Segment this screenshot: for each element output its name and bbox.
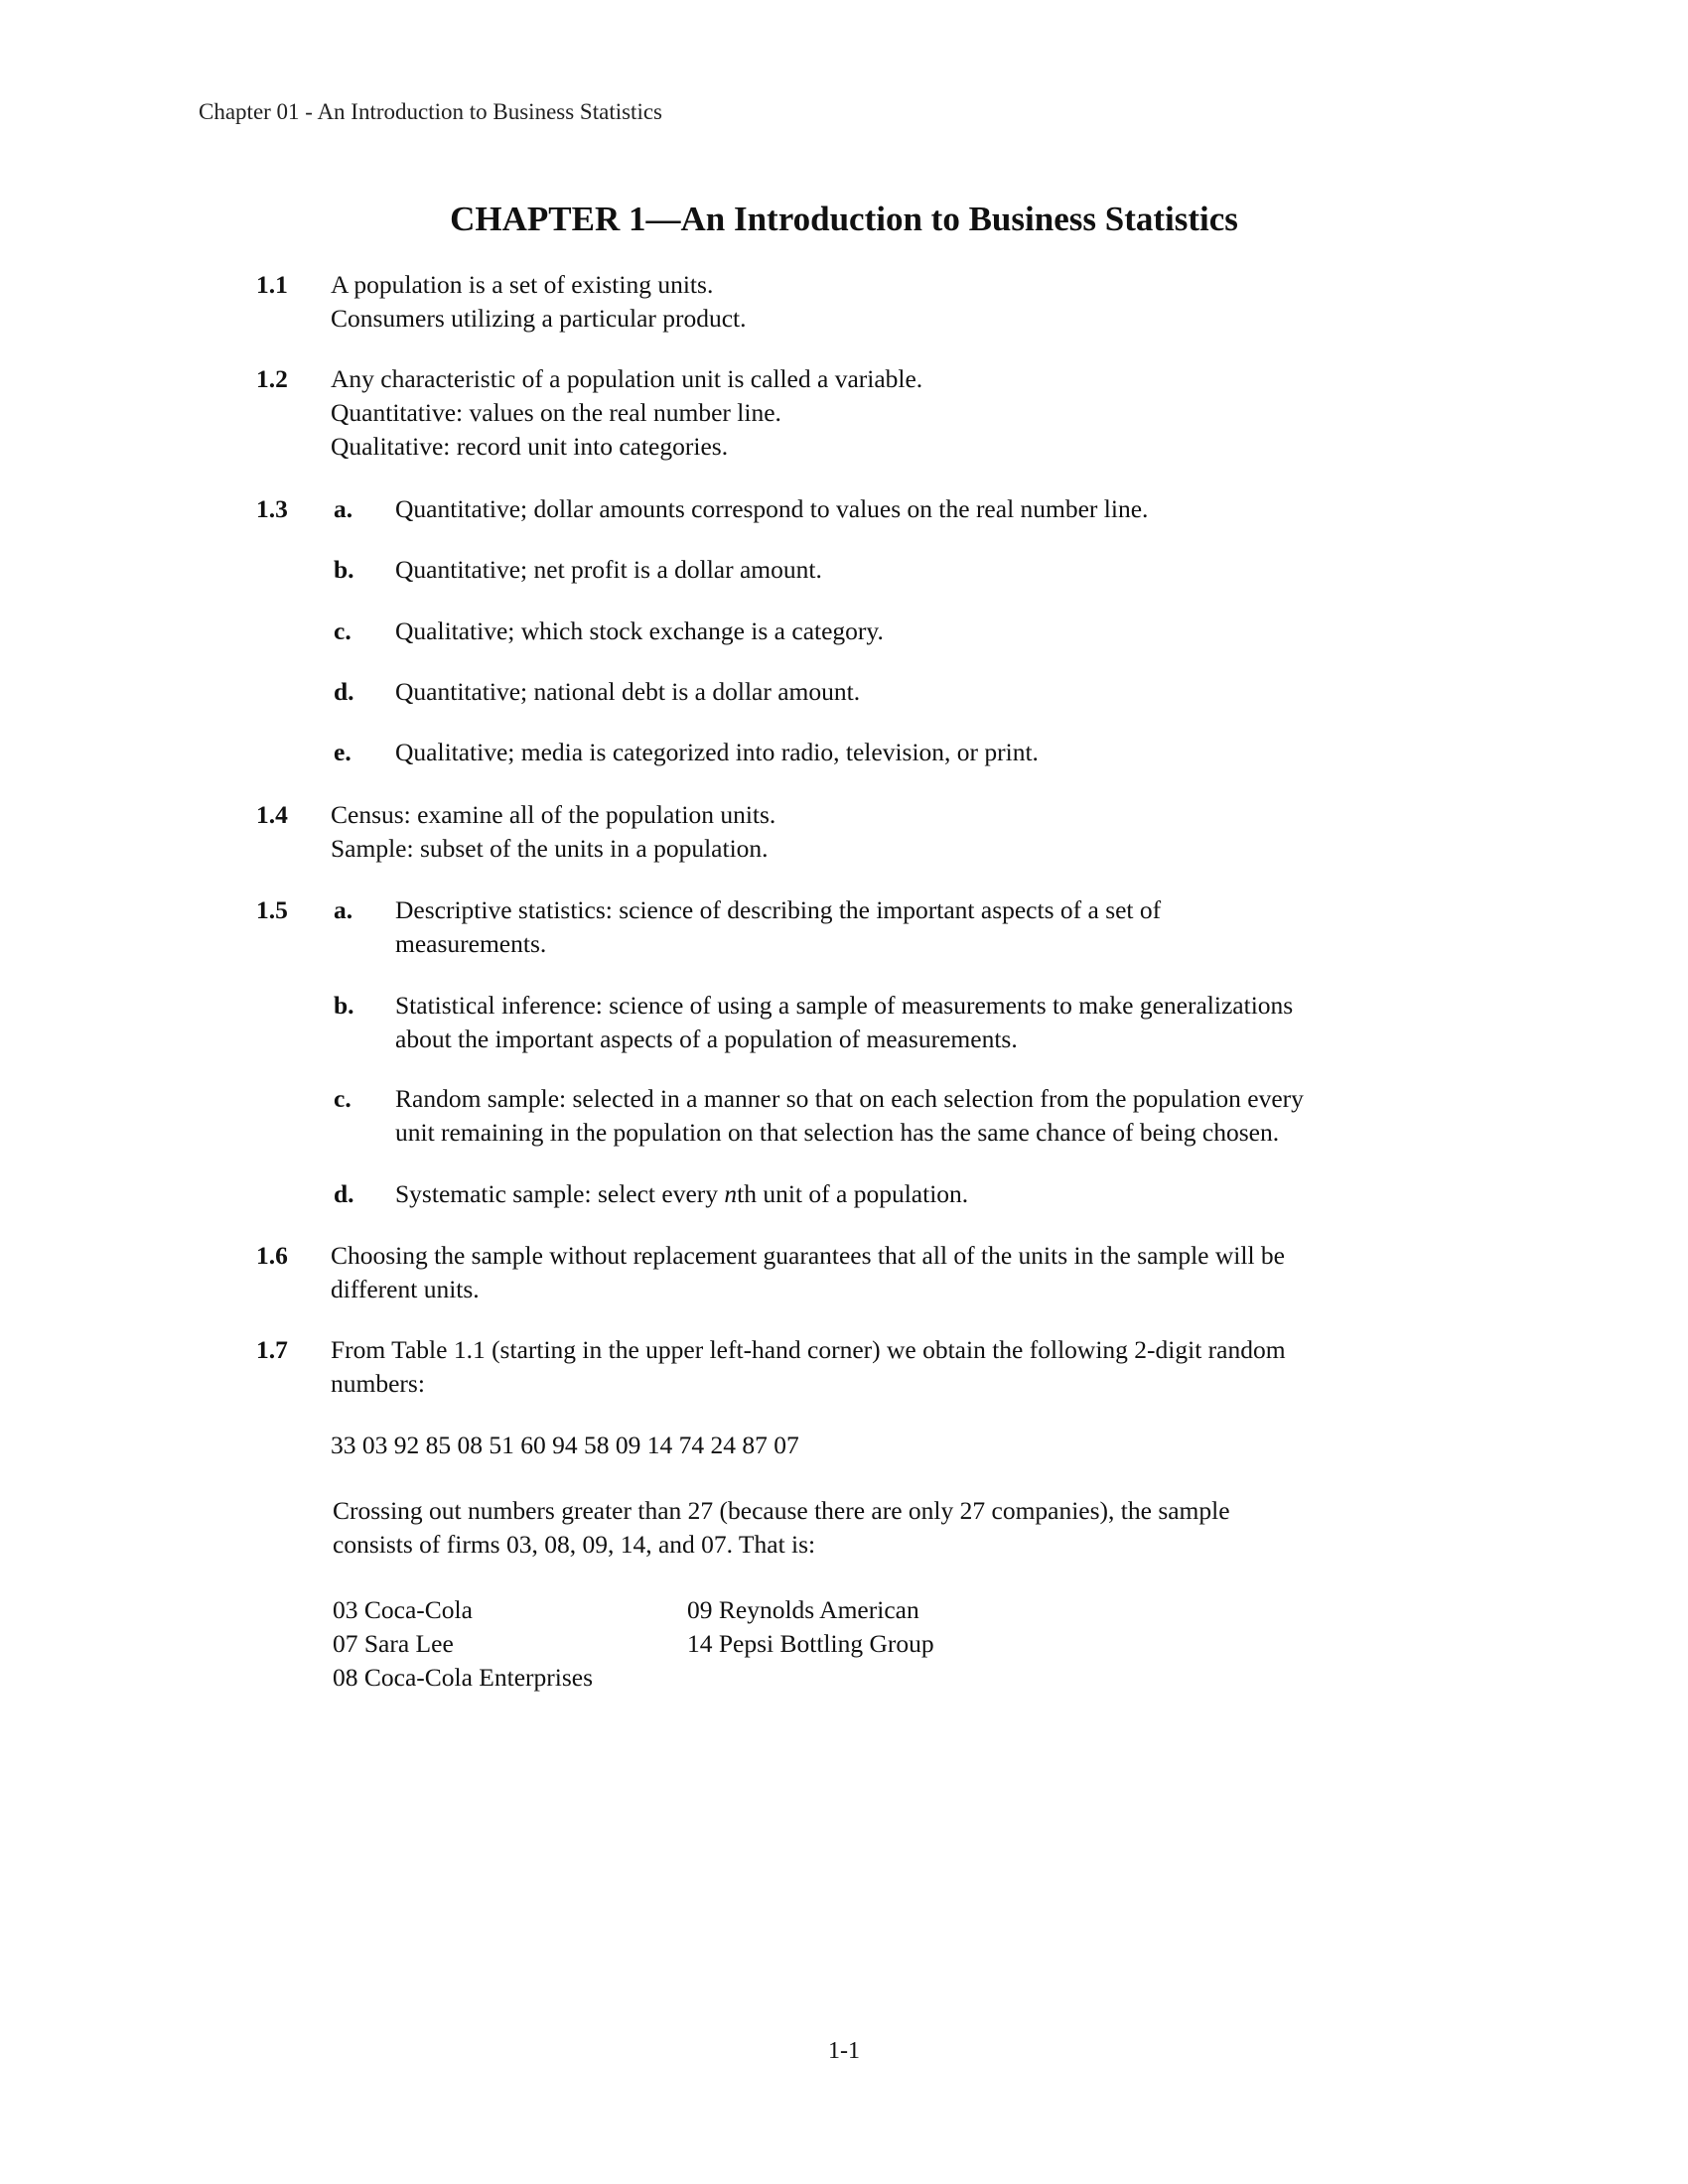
problem-1-6-line: Choosing the sample without replacement guarantees that all of the units in the sample will be <box>331 1241 1285 1270</box>
part-letter: c. <box>334 1084 352 1113</box>
problem-1-2-line: Qualitative: record unit into categories. <box>331 432 729 461</box>
problem-1-1-line: Consumers utilizing a particular product. <box>331 304 747 333</box>
part-text: Qualitative; media is categorized into radio, television, or print. <box>395 738 1039 766</box>
part-text: Quantitative; national debt is a dollar amount. <box>395 677 861 706</box>
part-text: unit remaining in the population on that selection has the same chance of being chosen. <box>395 1118 1280 1147</box>
part-text: Qualitative; which stock exchange is a category. <box>395 616 884 645</box>
problem-number-1-2: 1.2 <box>256 364 288 393</box>
firm-item: 07 Sara Lee <box>333 1629 454 1658</box>
firm-item: 03 Coca-Cola <box>333 1595 473 1624</box>
problem-1-6-line: different units. <box>331 1275 480 1303</box>
part-letter: d. <box>334 1179 354 1208</box>
problem-number-1-5: 1.5 <box>256 895 288 924</box>
problem-1-2-line: Any characteristic of a population unit is called a variable. <box>331 364 923 393</box>
part-text: Quantitative; net profit is a dollar amount. <box>395 555 822 584</box>
explanation-line: Crossing out numbers greater than 27 (because there are only 27 companies), the sample <box>333 1496 1230 1525</box>
problem-1-7-line: numbers: <box>331 1369 425 1398</box>
problem-1-2-line: Quantitative: values on the real number line. <box>331 398 781 427</box>
running-header: Chapter 01 - An Introduction to Business Statistics <box>199 99 662 124</box>
problem-1-4-line: Sample: subset of the units in a population. <box>331 834 769 863</box>
problem-1-4-line: Census: examine all of the population units. <box>331 800 776 829</box>
part-letter: a. <box>334 494 353 523</box>
part-text: Quantitative; dollar amounts correspond to values on the real number line. <box>395 494 1149 523</box>
part-letter: c. <box>334 616 352 645</box>
part-letter: b. <box>334 555 354 584</box>
part-text: Descriptive statistics: science of describing the important aspects of a set of <box>395 895 1162 924</box>
random-numbers: 33 03 92 85 08 51 60 94 58 09 14 74 24 87 07 <box>331 1431 799 1459</box>
part-text: Random sample: selected in a manner so that on each selection from the population every <box>395 1084 1304 1113</box>
firm-item: 14 Pepsi Bottling Group <box>687 1629 934 1658</box>
part-letter: a. <box>334 895 353 924</box>
part-text: measurements. <box>395 929 547 958</box>
part-text: about the important aspects of a population of measurements. <box>395 1024 1018 1053</box>
problem-number-1-6: 1.6 <box>256 1241 288 1270</box>
page-title: CHAPTER 1—An Introduction to Business Statistics <box>450 200 1238 238</box>
part-text: Systematic sample: select every nth unit of a population. <box>395 1179 969 1208</box>
page-number: 1-1 <box>828 2038 860 2064</box>
problem-1-1-line: A population is a set of existing units. <box>331 270 714 299</box>
firm-item: 09 Reynolds American <box>687 1595 919 1624</box>
problem-number-1-1: 1.1 <box>256 270 288 299</box>
firm-item: 08 Coca-Cola Enterprises <box>333 1663 594 1692</box>
explanation-line: consists of firms 03, 08, 09, 14, and 07. That is: <box>333 1530 816 1559</box>
problem-1-7-line: From Table 1.1 (starting in the upper left-hand corner) we obtain the following 2-digit random <box>331 1335 1286 1364</box>
part-letter: d. <box>334 677 354 706</box>
part-letter: e. <box>334 738 352 766</box>
part-text: Statistical inference: science of using a sample of measurements to make generalizations <box>395 991 1294 1020</box>
problem-number-1-4: 1.4 <box>256 800 288 829</box>
part-letter: b. <box>334 991 354 1020</box>
problem-number-1-3: 1.3 <box>256 494 288 523</box>
problem-number-1-7: 1.7 <box>256 1335 288 1364</box>
